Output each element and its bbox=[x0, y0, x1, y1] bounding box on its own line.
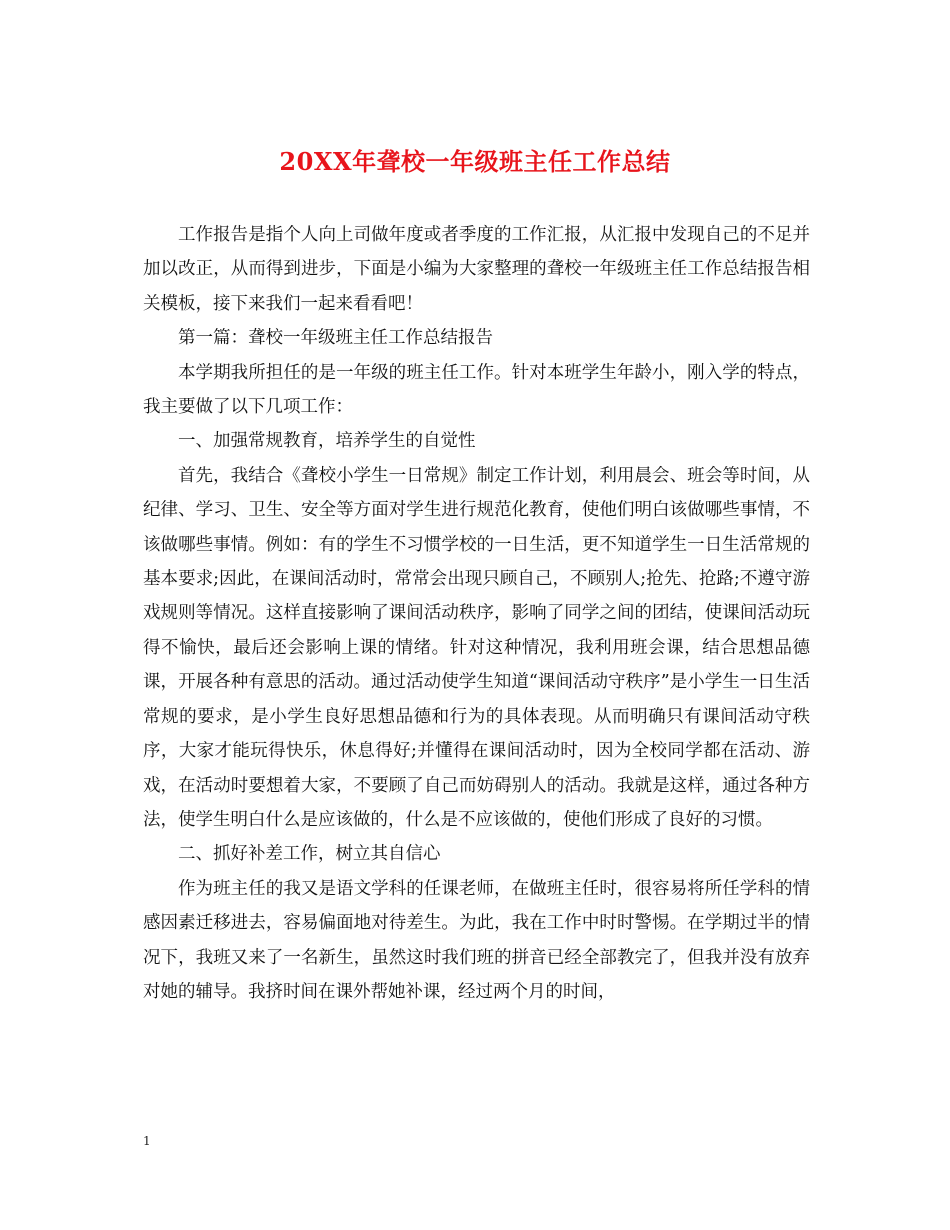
paragraph-part-heading: 第一篇：聋校一年级班主任工作总结报告 bbox=[178, 328, 493, 349]
document-title: 20XX年聋校一年级班主任工作总结 bbox=[279, 147, 671, 176]
paragraph-section-2: 作为班主任的我又是语文学科的任课老师，在做班主任时，很容易将所任学科的情感因素迁移进去，容易偏面地对待差生。为此，我在工作中时时警惕。在学期过半的情况下，我班又来了一名新生，虽然这时我们班的拼音已经全部教完了，但我并没有放弃对她的辅导。我挤时间在课外帮她补课，经过两个月的时间， bbox=[143, 878, 810, 1002]
paragraph-section-1: 首先，我结合《聋校小学生一日常规》制定工作计划，利用晨会、班会等时间，从纪律、学习、卫生、安全等方面对学生进行规范化教育，使他们明白该做哪些事情，不该做哪些事情。例如：有的学生不习惯学校的一日生活，更不知道学生一日生活常规的基本要求;因此，在课间活动时，常常会出现只顾自己，不顾别人;抢先、抢路;不遵守游戏规则等情况。这样直接影响了课间活动秩序，影响了同学之间的团结，使课间活动玩得不愉快，最后还会影响上课的情绪。针对这种情况，我利用班会课，结合思想品德课，开展各种有意思的活动。通过活动使学生知道“课间活动守秩序”是小学生一日生活常规的要求，是小学生良好思想品德和行为的具体表现。从而明确只有课间活动守秩序，大家才能玩得快乐，休息得好;并懂得在课间活动时，因为全校同学都在活动、游戏，在活动时要想着大家，不要顾了自己而妨碍别人的活动。我就是这样，通过各种方法，使学生明白什么是应该做的，什么是不应该做的，使他们形成了良好的习惯。 bbox=[143, 465, 810, 830]
paragraph-overview: 本学期我所担任的是一年级的班主任工作。针对本班学生年龄小，刚入学的特点，我主要做了以下几项工作： bbox=[143, 362, 810, 418]
document-body bbox=[143, 218, 810, 1009]
page-number: 1 bbox=[143, 1134, 151, 1148]
paragraph-intro: 工作报告是指个人向上司做年度或者季度的工作汇报，从汇报中发现自己的不足并加以改正，从而得到进步，下面是小编为大家整理的聋校一年级班主任工作总结报告相关模板，接下来我们一起来看看吧！ bbox=[143, 225, 810, 314]
section-heading-2: 二、抓好补差工作，树立其自信心 bbox=[178, 844, 441, 865]
section-heading-1: 一、加强常规教育，培养学生的自觉性 bbox=[178, 431, 476, 452]
